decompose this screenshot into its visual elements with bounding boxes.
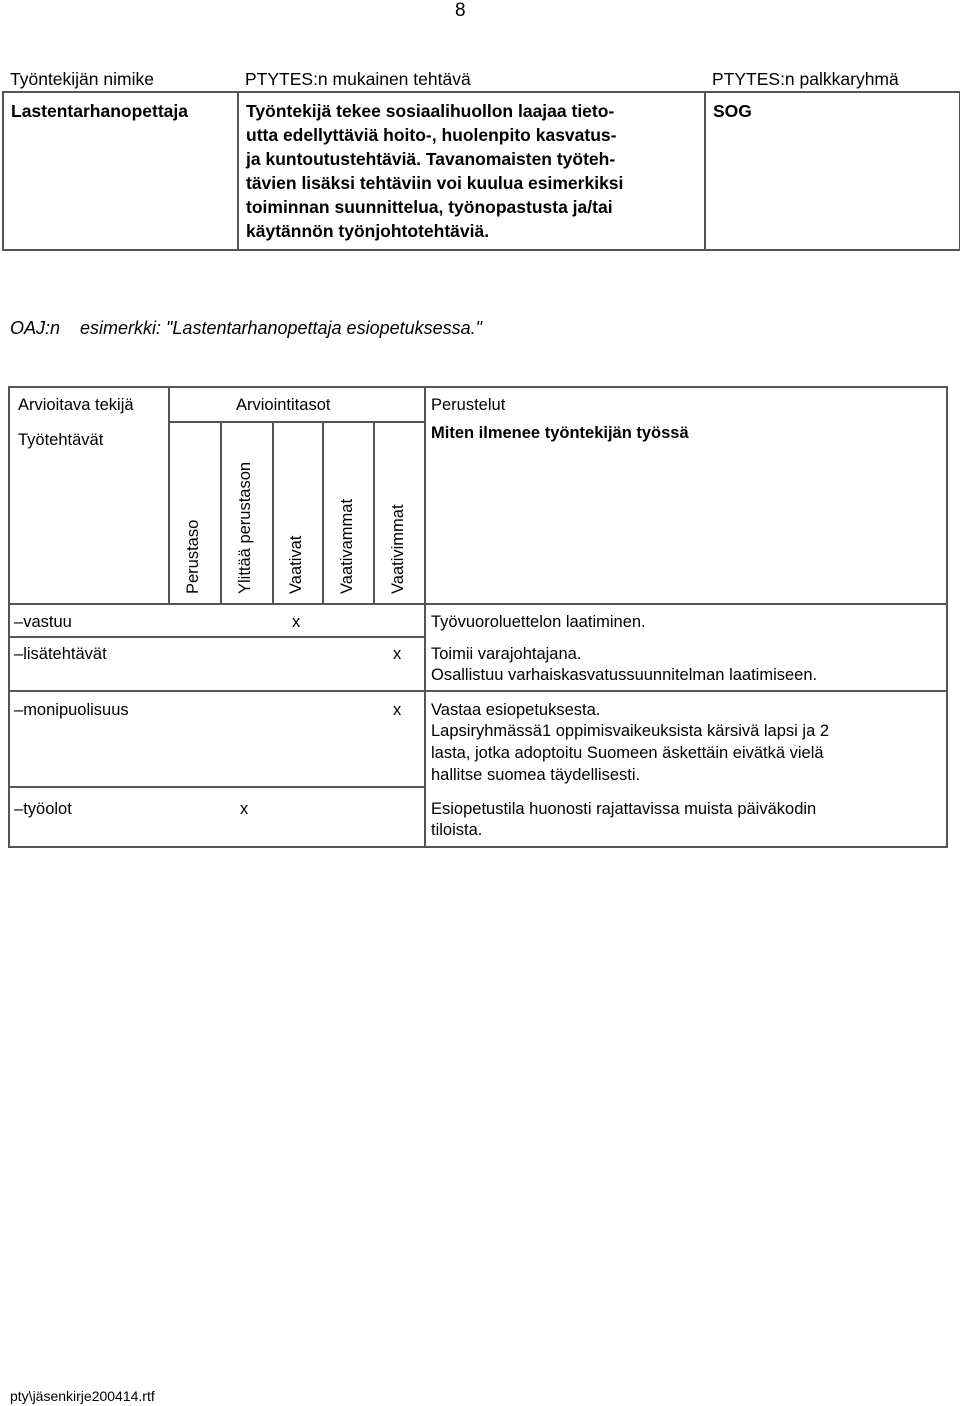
justification-line: Vastaa esiopetuksesta. — [431, 701, 601, 719]
header-pay-group: PTYTES:n palkkaryhmä — [712, 69, 899, 89]
evaluation-table — [8, 386, 948, 848]
justification-line: Osallistuu varhaiskasvatussuunnitelman laatimiseen. — [431, 666, 818, 684]
header-job-title: Työntekijän nimike — [10, 69, 154, 89]
grid-line — [220, 421, 222, 604]
subheader-how-shown: Miten ilmenee työntekijän työssä — [431, 424, 689, 442]
justification-line: lasta, jotka adoptoitu Suomeen äskettäin eivätkä vielä — [431, 744, 824, 762]
task-description — [238, 92, 705, 250]
grid-line — [373, 421, 375, 604]
justification-line: Lapsiryhmässä1 oppimisvaikeuksista kärsivä lapsi ja 2 — [431, 722, 830, 740]
pay-group: SOG — [705, 92, 960, 250]
grid-line — [424, 388, 426, 846]
header-levels: Arviointitasot — [236, 396, 331, 414]
grid-line — [10, 603, 946, 605]
level-label: Vaativammat — [338, 498, 356, 594]
task-line: käytännön työnjohtotehtäviä. — [246, 221, 490, 241]
factor-label: –monipuolisuus — [14, 701, 129, 719]
task-line: toiminnan suunnittelua, työnopastusta ja/tai — [246, 197, 613, 217]
page-number: 8 — [455, 0, 466, 21]
task-line: Työntekijä tekee sosiaalihuollon laajaa tieto- — [246, 101, 615, 121]
justification-line: Työvuoroluettelon laatiminen. — [431, 613, 646, 631]
task-line: ja kuntoutustehtäviä. Tavanomaisten työteh- — [246, 149, 616, 169]
factor-label: –lisätehtävät — [14, 645, 107, 663]
job-title: Lastentarhanopettaja — [3, 92, 238, 250]
grid-line — [10, 636, 424, 638]
level-label: Vaativimmat — [389, 504, 407, 594]
header-factor: Arvioitava tekijä — [18, 396, 134, 414]
justification-line: tiloista. — [431, 821, 483, 839]
level-label: Perustaso — [184, 519, 202, 594]
job-title-table — [2, 56, 960, 251]
factor-label: –vastuu — [14, 613, 72, 631]
grid-line — [168, 421, 424, 423]
justification-line: Toimii varajohtajana. — [431, 645, 582, 663]
justification-line: hallitse suomea täydellisesti. — [431, 766, 641, 784]
grid-line — [10, 786, 424, 788]
grid-line — [272, 421, 274, 604]
subheader-tasks: Työtehtävät — [18, 431, 104, 449]
grid-line — [10, 690, 946, 692]
task-line: utta edellyttäviä hoito-, huolenpito kasvatus- — [246, 125, 617, 145]
level-mark: x — [240, 800, 249, 818]
level-label: Ylittää perustason — [236, 461, 254, 594]
level-mark: x — [393, 645, 402, 663]
level-mark: x — [292, 613, 301, 631]
justification-line: Esiopetustila huonosti rajattavissa muista päiväkodin — [431, 800, 817, 818]
grid-line — [322, 421, 324, 604]
level-mark: x — [393, 701, 402, 719]
header-justification: Perustelut — [431, 396, 506, 414]
task-line: tävien lisäksi tehtäviin voi kuulua esimerkiksi — [246, 173, 624, 193]
factor-label: –työolot — [14, 800, 72, 818]
level-label: Vaativat — [287, 535, 305, 594]
job-table-row — [3, 92, 960, 250]
footer-filename: pty\jäsenkirje200414.rtf — [10, 1388, 155, 1404]
example-title: OAJ:n esimerkki: "Lastentarhanopettaja esiopetuksessa." — [10, 318, 483, 338]
header-task: PTYTES:n mukainen tehtävä — [245, 69, 471, 89]
job-table-header-row — [3, 56, 960, 92]
